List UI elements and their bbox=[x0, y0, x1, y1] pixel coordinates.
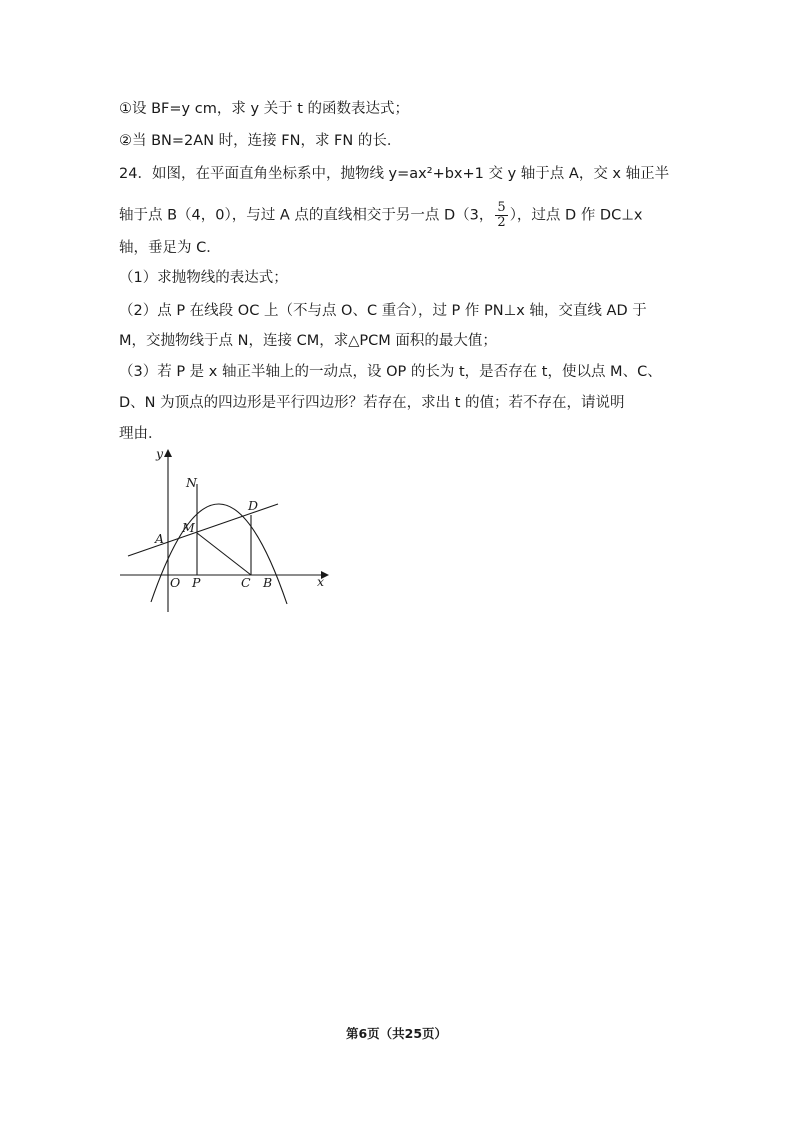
text-line-1: ①设 BF=y cm，求 y 关于 t 的函数表达式； bbox=[119, 101, 410, 117]
text-line-5: 轴，垂足为 C． bbox=[119, 240, 221, 256]
page-footer: 第6页（共25页） bbox=[345, 1026, 448, 1041]
text-line-2: ②当 BN=2AN 时，连接 FN，求 FN 的长． bbox=[119, 133, 402, 149]
label-m: M bbox=[182, 520, 195, 535]
text-line-8: M，交抛物线于点 N，连接 CM，求△PCM 面积的最大值； bbox=[119, 333, 497, 349]
label-c: C bbox=[241, 575, 251, 590]
fraction-numerator: 5 bbox=[497, 200, 506, 215]
label-n: N bbox=[186, 475, 197, 490]
text-line-11: 理由． bbox=[119, 426, 163, 442]
text-line-4 bbox=[119, 201, 642, 230]
segment-cm bbox=[197, 533, 251, 575]
text-line-4-part-b: ），过点 D 作 DC⊥x bbox=[509, 207, 643, 224]
fraction-denominator: 2 bbox=[497, 215, 506, 230]
label-d: D bbox=[248, 498, 259, 513]
text-line-10: D、N 为顶点的四边形是平行四边形？若存在，求出 t 的值；若不存在，请说明 bbox=[119, 395, 625, 411]
parabola-figure bbox=[119, 445, 334, 617]
text-line-4-part-a: 轴于点 B（4，0），与过 A 点的直线相交于另一点 D（3， bbox=[119, 207, 494, 224]
label-y: y bbox=[156, 446, 164, 461]
text-line-9: （3）若 P 是 x 轴正半轴上的一动点，设 OP 的长为 t，是否存在 t，使以点 M、C、 bbox=[119, 364, 662, 380]
text-line-3: 24．如图，在平面直角坐标系中，抛物线 y=ax²+bx+1 交 y 轴于点 A，交 x 轴正半 bbox=[119, 166, 670, 182]
fraction-five-halves bbox=[495, 201, 507, 230]
label-a: A bbox=[155, 531, 165, 546]
text-line-6: （1）求抛物线的表达式； bbox=[119, 270, 288, 286]
label-p: P bbox=[192, 575, 201, 590]
label-b: B bbox=[263, 575, 273, 590]
label-o: O bbox=[170, 575, 181, 590]
label-x: x bbox=[317, 574, 325, 589]
text-line-7: （2）点 P 在线段 OC 上（不与点 O、C 重合），过 P 作 PN⊥x 轴，交直线 AD 于 bbox=[119, 303, 647, 319]
